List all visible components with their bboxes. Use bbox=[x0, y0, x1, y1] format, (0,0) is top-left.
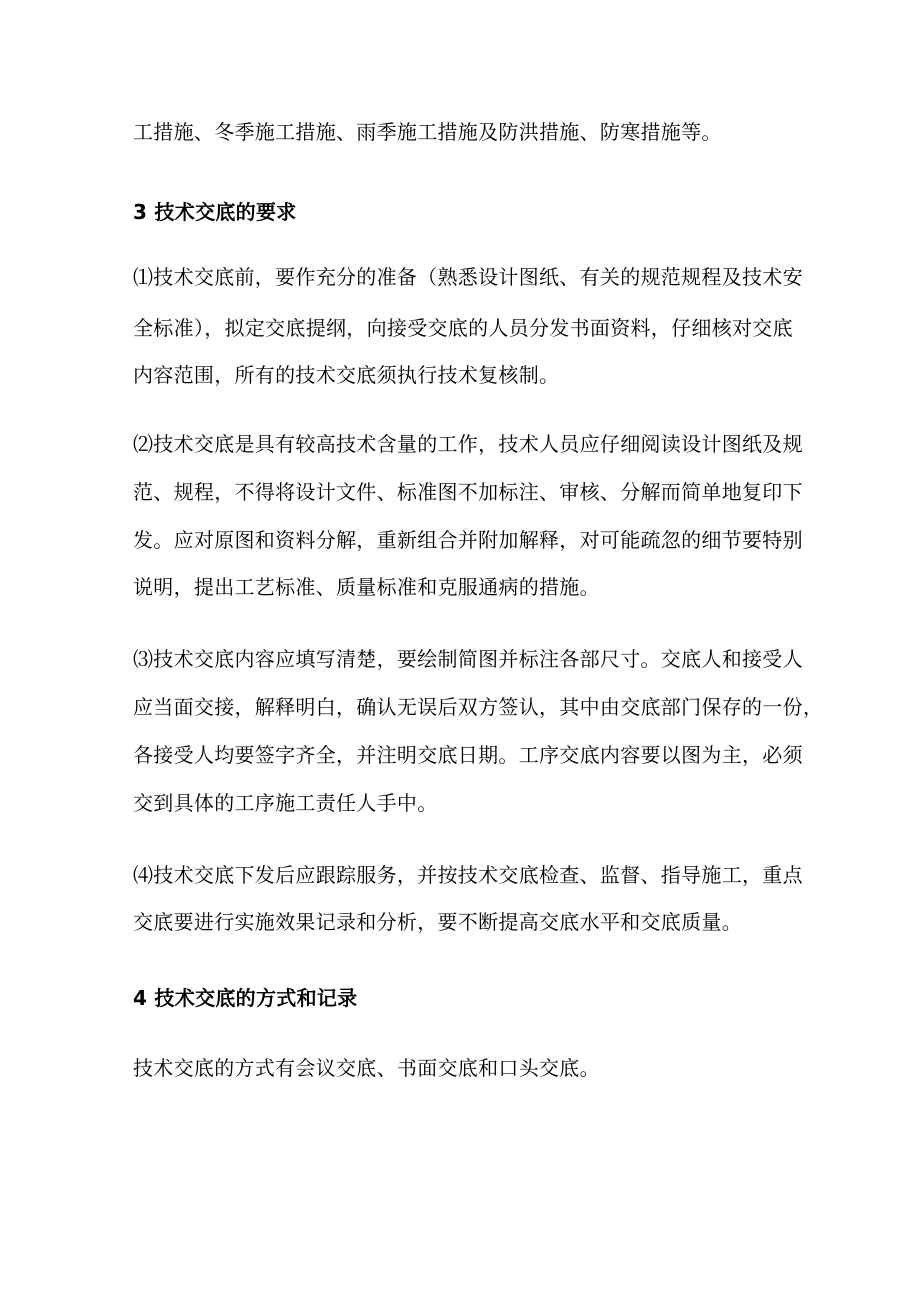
section-4-text: 技术交底的方式有会议交底、书面交底和口头交底。 bbox=[133, 1056, 600, 1080]
paragraph-line: 发。应对原图和资料分解，重新组合并附加解释，对可能疏忽的细节要特别 bbox=[133, 528, 803, 552]
paragraph-line: 交底要进行实施效果记录和分析，要不断提高交底水平和交底质量。 bbox=[133, 910, 742, 934]
paragraph-line: ⑴技术交底前，要作充分的准备（熟悉设计图纸、有关的规范规程及技术安 bbox=[133, 265, 803, 289]
section-4-heading: 4 技术交底的方式和记录 bbox=[133, 986, 358, 1010]
paragraph-line: 范、规程，不得将设计文件、标准图不加标注、审核、分解而简单地复印下 bbox=[133, 480, 803, 504]
paragraph-line: 内容范围，所有的技术交底须执行技术复核制。 bbox=[133, 363, 560, 387]
continuation-text: 工措施、冬季施工措施、雨季施工措施及防洪措施、防寒措施等。 bbox=[133, 120, 722, 144]
paragraph-line: 各接受人均要签字齐全，并注明交底日期。工序交底内容要以图为主，必须 bbox=[133, 743, 803, 767]
paragraph-line: 说明，提出工艺标准、质量标准和克服通病的措施。 bbox=[133, 575, 600, 599]
section-3-heading: 3 技术交底的要求 bbox=[133, 200, 297, 224]
paragraph-line: 交到具体的工序施工责任人手中。 bbox=[133, 791, 438, 815]
paragraph-line: ⑷技术交底下发后应跟踪服务，并按技术交底检查、监督、指导施工，重点 bbox=[133, 863, 803, 887]
paragraph-line: ⑵技术交底是具有较高技术含量的工作，技术人员应仔细阅读设计图纸及规 bbox=[133, 432, 803, 456]
paragraph-line: 应当面交接，解释明白，确认无误后双方签认，其中由交底部门保存的一份， bbox=[133, 695, 824, 719]
paragraph-line: 全标准），拟定交底提纲，向接受交底的人员分发书面资料，仔细核对交底 bbox=[133, 316, 793, 340]
paragraph-line: ⑶技术交底内容应填写清楚，要绘制简图并标注各部尺寸。交底人和接受人 bbox=[133, 647, 803, 671]
